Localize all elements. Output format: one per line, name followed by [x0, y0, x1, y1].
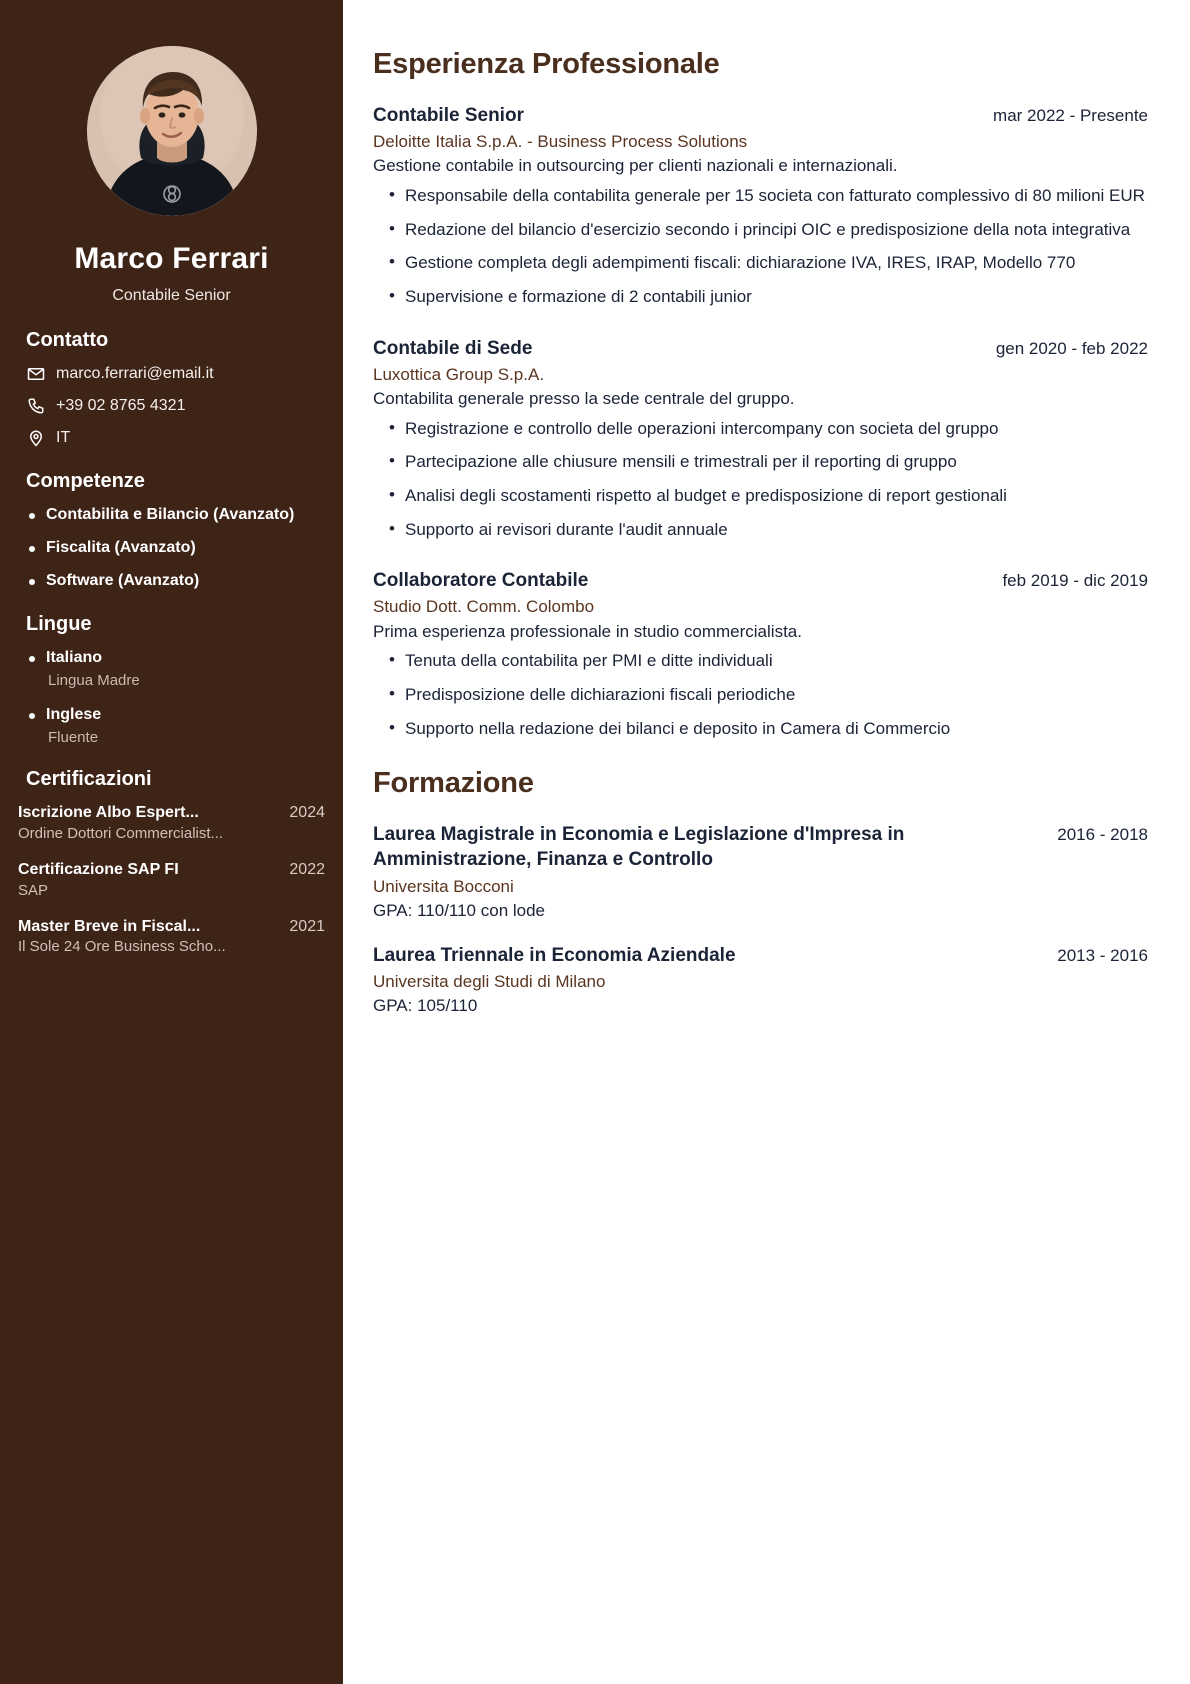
job-highlight: • Gestione completa degli adempimenti fiscali: dichiarazione IVA, IRES, IRAP, Modello 770	[373, 251, 1148, 276]
experience-entry	[373, 568, 1148, 741]
phone-icon	[26, 397, 45, 416]
education-entry	[373, 943, 1148, 1018]
job-highlights	[373, 417, 1148, 543]
job-date: feb 2019 - dic 2019	[1002, 571, 1148, 591]
certifications-heading: Certificazioni	[26, 768, 152, 791]
degree-date: 2016 - 2018	[1057, 825, 1148, 845]
degree-grade: GPA: 110/110 con lode	[373, 900, 546, 920]
experience-entry	[373, 336, 1148, 543]
job-summary: Contabilita generale presso la sede centrale del gruppo.	[373, 388, 795, 408]
degree-title: Laurea Magistrale in Economia e Legislazione d'Impresa in Amministrazione, Finanza e Controllo	[373, 824, 905, 871]
certification-year: 2021	[289, 918, 325, 936]
main-content	[343, 0, 1190, 1684]
education-heading: Formazione	[373, 767, 534, 800]
certification-year: 2022	[289, 861, 325, 879]
avatar	[87, 46, 257, 216]
language-level: Fluente	[48, 729, 99, 747]
job-highlight: • Responsabile della contabilita generale per 15 societa con fatturato complessivo di 80 milioni EUR	[373, 184, 1148, 209]
language-name: Inglese	[26, 705, 325, 725]
contact-phone[interactable]	[26, 396, 325, 417]
experience-entry	[373, 103, 1148, 310]
certification-top-row	[18, 860, 325, 879]
experience-heading: Esperienza Professionale	[373, 48, 720, 80]
skill-item: Fiscalita (Avanzato)	[26, 538, 325, 558]
certification-item	[18, 860, 325, 900]
location-pin-icon	[26, 428, 45, 447]
job-title: Collaboratore Contabile	[373, 570, 589, 592]
job-date: mar 2022 - Presente	[993, 106, 1148, 125]
profile-photo-icon	[87, 46, 257, 216]
job-title: Contabile Senior	[373, 105, 524, 126]
job-highlight: • Tenuta della contabilita per PMI e ditte individuali	[373, 649, 1148, 674]
certification-issuer: Il Sole 24 Ore Business Scho...	[18, 938, 226, 956]
certification-issuer: SAP	[18, 881, 49, 899]
certification-year: 2024	[289, 804, 325, 822]
certification-item	[18, 803, 325, 843]
job-title: Contabile di Sede	[373, 337, 533, 359]
languages-list	[18, 648, 325, 746]
language-name: Italiano	[26, 648, 325, 668]
experience-header	[373, 568, 1148, 593]
job-highlights	[373, 184, 1148, 310]
skills-list	[26, 505, 325, 591]
skill-item: Contabilita e Bilancio (Avanzato)	[26, 505, 325, 525]
degree-grade: GPA: 105/110	[373, 995, 478, 1015]
contact-email[interactable]	[26, 364, 325, 385]
job-organization: Luxottica Group S.p.A.	[373, 364, 545, 384]
education-header	[373, 943, 1148, 968]
contact-email-value: marco.ferrari@email.it	[56, 365, 214, 382]
language-item	[26, 705, 325, 746]
job-organization: Deloitte Italia S.p.A. - Business Process Solutions	[373, 132, 748, 152]
skill-item: Software (Avanzato)	[26, 571, 325, 591]
job-highlight: • Supervisione e formazione di 2 contabili junior	[373, 285, 1148, 310]
person-role: Contabile Senior	[112, 287, 231, 304]
job-highlight: • Predisposizione delle dichiarazioni fiscali periodiche	[373, 683, 1148, 708]
job-summary: Prima esperienza professionale in studio commercialista.	[373, 621, 802, 641]
certification-name: Certificazione SAP FI	[18, 861, 179, 879]
contact-location-value: IT	[56, 428, 71, 446]
certification-top-row	[18, 803, 325, 822]
job-highlight: • Registrazione e controllo delle operazioni intercompany con societa del gruppo	[373, 417, 1148, 442]
job-summary: Gestione contabile in outsourcing per clienti nazionali e internazionali.	[373, 156, 898, 176]
certification-item	[18, 917, 325, 957]
school-name: Universita Bocconi	[373, 876, 514, 896]
language-item	[26, 648, 325, 689]
contact-phone-value: +39 02 8765 4321	[56, 396, 186, 414]
certifications-list	[18, 803, 325, 957]
job-highlight: • Supporto nella redazione dei bilanci e deposito in Camera di Commercio	[373, 717, 1148, 742]
certification-issuer: Ordine Dottori Commercialist...	[18, 824, 224, 842]
education-header	[373, 822, 1148, 872]
person-name: Marco Ferrari	[74, 242, 269, 275]
experience-header	[373, 336, 1148, 361]
contact-heading: Contatto	[26, 329, 109, 351]
degree-date: 2013 - 2016	[1057, 945, 1148, 965]
certification-name: Iscrizione Albo Espert...	[18, 804, 199, 822]
languages-heading: Lingue	[26, 613, 92, 636]
job-highlight: • Analisi degli scostamenti rispetto al budget e predisposizione di report gestionali	[373, 484, 1148, 509]
sidebar	[0, 0, 343, 1684]
job-highlights	[373, 649, 1148, 741]
job-date: gen 2020 - feb 2022	[995, 338, 1148, 358]
avatar-container	[18, 0, 325, 216]
contact-location[interactable]	[26, 428, 325, 449]
certification-top-row	[18, 917, 325, 936]
job-organization: Studio Dott. Comm. Colombo	[373, 597, 595, 617]
job-highlight: • Partecipazione alle chiusure mensili e trimestrali per il reporting di gruppo	[373, 450, 1148, 475]
school-name: Universita degli Studi di Milano	[373, 971, 606, 991]
job-highlight: • Redazione del bilancio d'esercizio secondo i principi OIC e predisposizione della nota integrativa	[373, 218, 1148, 243]
degree-title: Laurea Triennale in Economia Aziendale	[373, 944, 736, 966]
education-entry	[373, 822, 1148, 922]
job-highlight: • Supporto ai revisori durante l'audit annuale	[373, 518, 1148, 543]
language-level: Lingua Madre	[48, 672, 140, 690]
envelope-icon	[26, 365, 45, 384]
certification-name: Master Breve in Fiscal...	[18, 918, 201, 936]
experience-header	[373, 103, 1148, 128]
skills-heading: Competenze	[26, 470, 145, 493]
